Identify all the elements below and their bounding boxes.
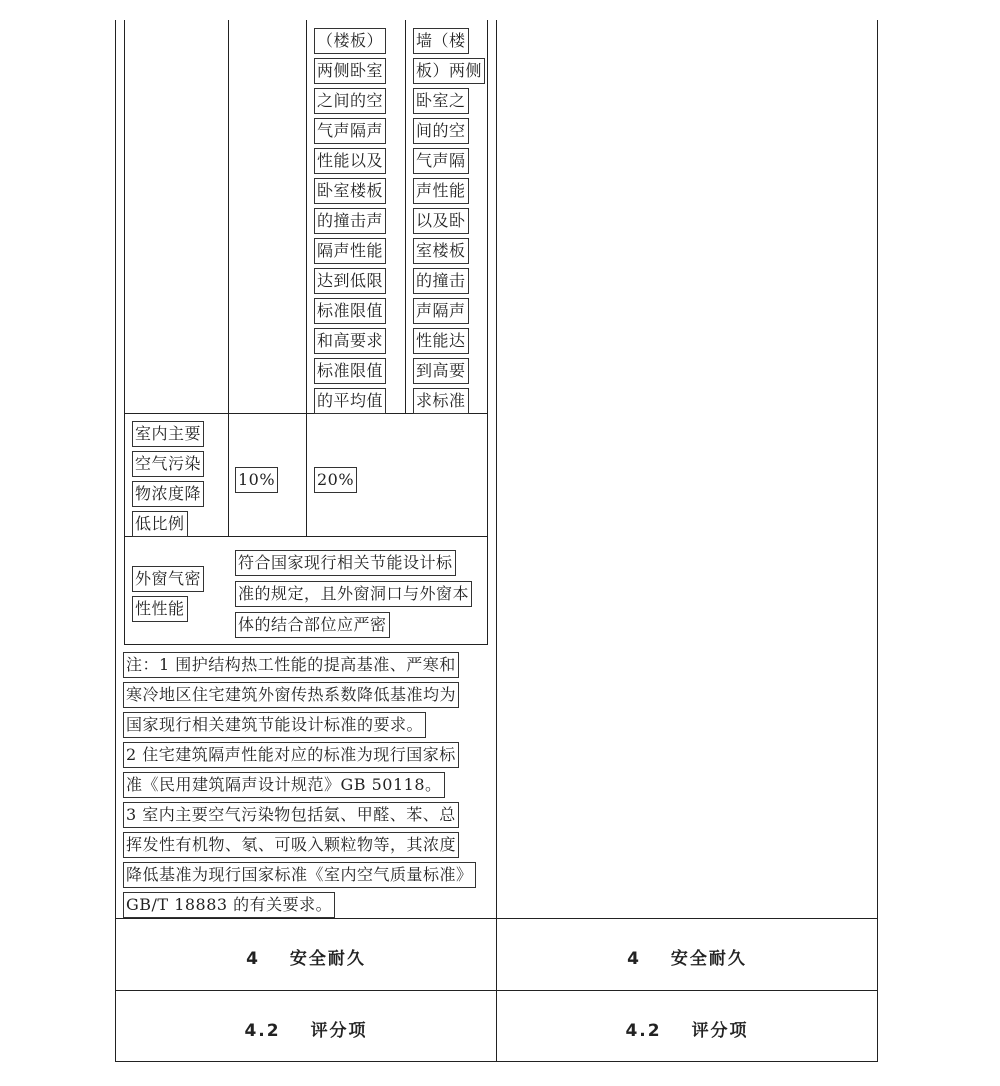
- text-line: 性性能: [132, 596, 188, 622]
- text-line: 性能以及: [314, 148, 386, 174]
- text-line: 和高要求: [314, 328, 386, 354]
- text-line: 卧室楼板: [314, 178, 386, 204]
- pollutant-value-a: 10%: [235, 467, 278, 493]
- text-line: （楼板）: [314, 28, 386, 54]
- text-line: 体的结合部位应严密: [235, 612, 390, 638]
- text-line: 性能达: [413, 328, 469, 354]
- note-line: 降低基准为现行国家标准《室内空气质量标准》: [123, 862, 476, 888]
- text-line: 间的空: [413, 118, 469, 144]
- text-line: 的撞击声: [314, 208, 386, 234]
- section-heading-safety-left: [116, 944, 496, 969]
- text-line: 外窗气密: [132, 566, 204, 592]
- text-line: 低比例: [132, 511, 188, 537]
- section-title: 评分项: [691, 1021, 749, 1041]
- outer-right-border: [877, 20, 878, 1062]
- section-title: 安全耐久: [289, 949, 366, 969]
- text-line: 到高要: [413, 358, 469, 384]
- note-line: 寒冷地区住宅建筑外窗传热系数降低基准均为: [123, 682, 459, 708]
- text-line: 求标准: [413, 388, 469, 414]
- text-line: 隔声性能: [314, 238, 386, 264]
- section-number: 4: [246, 949, 260, 969]
- section-heading-scoring-left: [116, 1016, 496, 1041]
- pollutant-value-b: 20%: [314, 467, 357, 493]
- text-line: 物浓度降: [132, 481, 204, 507]
- note-line: 注：1 围护结构热工性能的提高基准、严寒和: [123, 652, 459, 678]
- text-line: 气声隔声: [314, 118, 386, 144]
- text-line: 标准限值: [314, 298, 386, 324]
- note-line: 挥发性有机物、氡、可吸入颗粒物等，其浓度: [123, 832, 459, 858]
- text-line: 声隔声: [413, 298, 469, 324]
- section-title: 评分项: [310, 1021, 368, 1041]
- section-heading-scoring-right: [497, 1016, 877, 1041]
- section-number: 4: [627, 949, 641, 969]
- text-line: 符合国家现行相关节能设计标: [235, 550, 456, 576]
- text-line: 气声隔: [413, 148, 469, 174]
- center-divider: [496, 20, 497, 1062]
- note-line: 准《民用建筑隔声设计规范》GB 50118。: [123, 772, 445, 798]
- text-line: 达到低限: [314, 268, 386, 294]
- note-line: 2 住宅建筑隔声性能对应的标准为现行国家标: [123, 742, 459, 768]
- section42-top-rule: [115, 990, 878, 991]
- text-line: 室内主要: [132, 421, 204, 447]
- note-line: 国家现行相关建筑节能设计标准的要求。: [123, 712, 426, 738]
- text-line: 以及卧: [413, 208, 469, 234]
- section-heading-safety-right: [497, 944, 877, 969]
- text-line: 卧室之: [413, 88, 469, 114]
- text-line: 板）两侧: [413, 58, 485, 84]
- text-line: 声性能: [413, 178, 469, 204]
- text-line: 空气污染: [132, 451, 204, 477]
- note-line: 3 室内主要空气污染物包括氨、甲醛、苯、总: [123, 802, 459, 828]
- text-line: 的撞击: [413, 268, 469, 294]
- outer-left-border: [115, 20, 116, 1062]
- inner-left-border: [124, 20, 125, 644]
- note-line: GB/T 18883 的有关要求。: [123, 892, 335, 918]
- table-bottom-rule: [115, 1061, 878, 1062]
- text-line: 两侧卧室: [314, 58, 386, 84]
- text-line: 的平均值: [314, 388, 386, 414]
- text-line: 之间的空: [314, 88, 386, 114]
- section4-top-rule: [115, 918, 878, 919]
- inner-col1-divider: [228, 20, 229, 536]
- text-line: 准的规定，且外窗洞口与外窗本: [235, 581, 472, 607]
- text-line: 标准限值: [314, 358, 386, 384]
- text-line: 墙（楼: [413, 28, 469, 54]
- text-line: 室楼板: [413, 238, 469, 264]
- section-number: 4.2: [625, 1021, 662, 1041]
- inner-col3-divider: [405, 20, 406, 413]
- section-title: 安全耐久: [670, 949, 747, 969]
- inner-col2-divider: [306, 20, 307, 536]
- inner-bottom-rule: [124, 644, 488, 645]
- section-number: 4.2: [244, 1021, 281, 1041]
- inner-right-border: [487, 20, 488, 644]
